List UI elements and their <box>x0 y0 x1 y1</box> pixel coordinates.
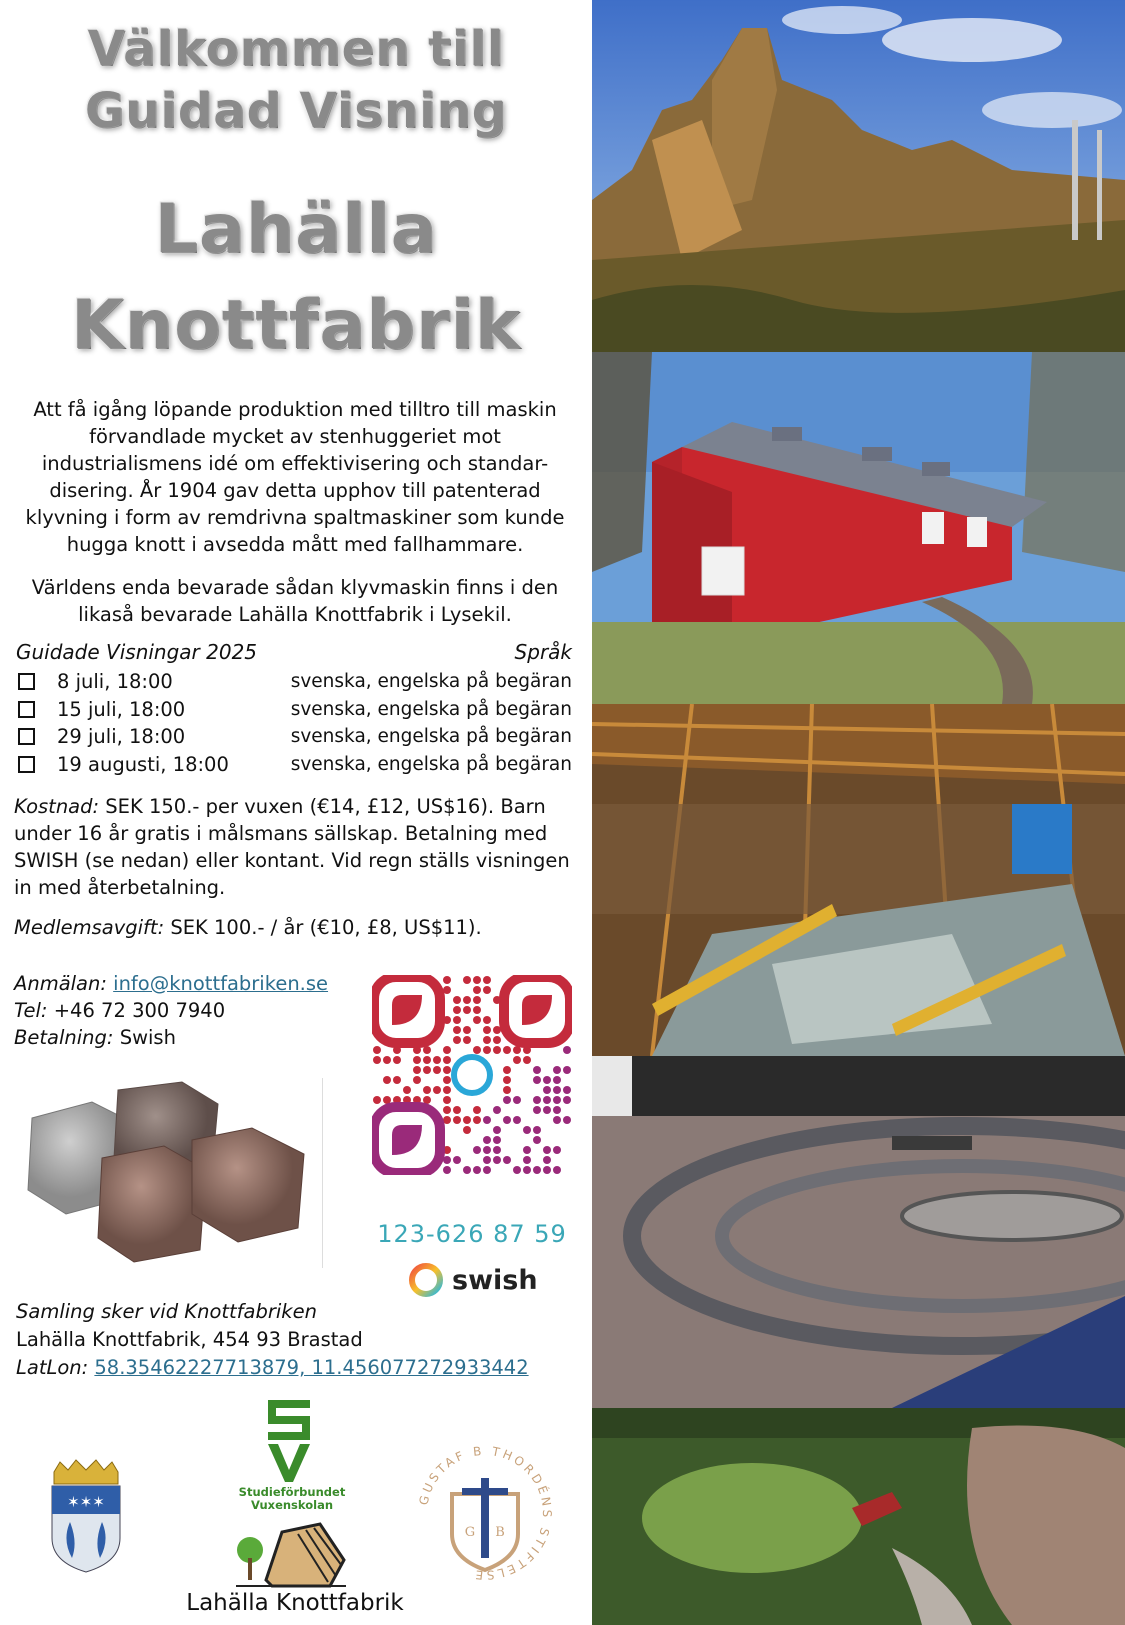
payment-method: Swish <box>119 1026 176 1049</box>
qr-dot <box>453 1006 461 1014</box>
qr-dot <box>463 1036 471 1044</box>
qr-dot <box>423 1086 431 1094</box>
qr-dot <box>493 1046 501 1054</box>
factory-title-line-1: Lahälla <box>154 190 438 269</box>
qr-dot <box>503 1066 511 1074</box>
qr-dot <box>513 1116 521 1124</box>
latlon-label: LatLon: <box>16 1356 89 1379</box>
qr-dot <box>493 1136 501 1144</box>
qr-dot <box>483 1116 491 1124</box>
qr-dot <box>463 976 471 984</box>
qr-dot <box>523 1146 531 1154</box>
qr-dot <box>553 1076 561 1084</box>
qr-dot <box>563 1096 571 1104</box>
vuxenskolan-label <box>232 1486 352 1512</box>
qr-dot <box>543 1086 551 1094</box>
qr-dot <box>443 1096 451 1104</box>
qr-dot <box>453 1106 461 1114</box>
rock-cliff-photo <box>592 0 1125 352</box>
schedule-language: svenska, engelska på begäran <box>290 726 572 748</box>
qr-dot <box>443 1056 451 1064</box>
welcome-line-2: Guidad Visning <box>84 83 508 139</box>
swish-number: 123-626 87 59 <box>377 1220 567 1248</box>
welcome-title <box>0 18 592 142</box>
meeting-address: Lahälla Knottfabrik, 454 93 Brastad <box>16 1328 363 1351</box>
qr-dot <box>393 1076 401 1084</box>
qr-dot <box>523 1126 531 1134</box>
qr-dot <box>463 1116 471 1124</box>
qr-dot <box>453 1036 461 1044</box>
svg-text:GUSTAF B THORDÉNS STIFTELSE: GUSTAF B THORDÉNS STIFTELSE <box>416 1443 555 1583</box>
schedule-row <box>16 723 572 751</box>
qr-dot <box>553 1086 561 1094</box>
qr-dot <box>533 1166 541 1174</box>
qr-dot <box>433 1086 441 1094</box>
qr-dot <box>473 996 481 1004</box>
qr-dot <box>553 1146 561 1154</box>
qr-dot <box>553 1166 561 1174</box>
qr-dot <box>553 1066 561 1074</box>
qr-dot <box>433 1066 441 1074</box>
svg-text:✶✶✶: ✶✶✶ <box>67 1493 105 1511</box>
qr-dot <box>493 1106 501 1114</box>
qr-dot <box>443 1086 451 1094</box>
qr-dot <box>503 1076 511 1084</box>
red-factory-building-photo <box>592 352 1125 704</box>
knottfabrik-logo-label: Lahälla Knottfabrik <box>186 1590 404 1616</box>
qr-dot <box>523 1156 531 1164</box>
qr-dot <box>493 1126 501 1134</box>
qr-dot <box>383 1056 391 1064</box>
qr-dot <box>373 1046 381 1054</box>
qr-dot <box>483 986 491 994</box>
qr-dot <box>503 1096 511 1104</box>
qr-dot <box>463 996 471 1004</box>
qr-dot <box>533 1126 541 1134</box>
qr-dot <box>373 1096 381 1104</box>
qr-dot <box>493 1156 501 1164</box>
latlon-link[interactable]: 58.35462227713879, 11.456077272933442 <box>94 1356 529 1379</box>
qr-dot <box>413 1056 421 1064</box>
thorden-foundation-logo-icon <box>410 1438 560 1588</box>
qr-dot <box>543 1146 551 1154</box>
schedule-date: 29 juli, 18:00 <box>57 725 186 749</box>
qr-dot <box>483 976 491 984</box>
factory-title <box>0 182 592 374</box>
swish-logo-text: swish <box>452 1264 538 1296</box>
qr-dot <box>413 1076 421 1084</box>
qr-dot <box>403 1086 411 1094</box>
vuxenskolan-logo-icon <box>262 1396 316 1484</box>
checkbox[interactable] <box>18 701 35 718</box>
meeting-info <box>16 1298 582 1382</box>
signup-label: Anmälan: <box>14 972 107 995</box>
schedule-date: 15 juli, 18:00 <box>57 697 186 721</box>
svg-text:B: B <box>495 1525 505 1540</box>
factory-title-line-2: Knottfabrik <box>70 286 522 365</box>
photo-column <box>592 0 1125 1625</box>
schedule-list <box>16 668 572 778</box>
email-link[interactable]: info@knottfabriken.se <box>113 972 329 995</box>
membership-label: Medlemsavgift: <box>14 916 165 939</box>
qr-dot <box>443 1106 451 1114</box>
qr-dot <box>453 1026 461 1034</box>
qr-dot <box>483 1136 491 1144</box>
qr-dot <box>483 1046 491 1054</box>
meeting-heading: Samling sker vid Knottfabriken <box>16 1300 317 1323</box>
qr-dot <box>553 1116 561 1124</box>
svg-text:G: G <box>464 1525 476 1540</box>
qr-dot <box>473 1046 481 1054</box>
payment-label: Betalning: <box>14 1026 114 1049</box>
qr-dot <box>503 1156 511 1164</box>
schedule-language: svenska, engelska på begäran <box>290 671 572 693</box>
cost-text: SEK 150.- per vuxen (€14, £12, US$16). Barn under 16 år gratis i målsmans sällskap. Betalning med SWISH (se nedan) eller kontant. Vid regn ställs visningen in med återbetalning. <box>14 795 570 899</box>
intro-paragraph-2: Världens enda bevarade sådan klyvmaskin finns i den likaså bevarade Lahälla Knottfabrik i Lysekil. <box>31 576 559 626</box>
qr-dot <box>543 1106 551 1114</box>
qr-dot <box>533 1066 541 1074</box>
qr-dot <box>443 1166 451 1174</box>
qr-dot <box>563 1066 571 1074</box>
qr-dot <box>483 1146 491 1154</box>
cost-label: Kostnad: <box>14 795 100 818</box>
swish-icon <box>408 1262 444 1298</box>
swish-qr-code[interactable] <box>372 975 572 1175</box>
qr-dot <box>563 1116 571 1124</box>
qr-swish-mark <box>454 1057 490 1093</box>
language-heading: Språk <box>514 640 572 664</box>
qr-dot <box>493 1146 501 1154</box>
qr-dot <box>383 1076 391 1084</box>
qr-dot <box>373 1056 381 1064</box>
phone-number: +46 72 300 7940 <box>53 999 226 1022</box>
qr-dot <box>563 1046 571 1054</box>
qr-dot <box>563 1086 571 1094</box>
cobblestone-plaza-photo <box>592 1056 1125 1408</box>
qr-dot <box>493 1036 501 1044</box>
qr-dot <box>423 1056 431 1064</box>
checkbox[interactable] <box>18 756 35 773</box>
checkbox[interactable] <box>18 673 35 690</box>
phone-label: Tel: <box>14 999 48 1022</box>
latlon-line <box>16 1354 582 1382</box>
qr-dot <box>553 1106 561 1114</box>
qr-dot <box>513 1056 521 1064</box>
qr-dot <box>543 1156 551 1164</box>
qr-dot <box>463 1166 471 1174</box>
factory-interior-photo <box>592 704 1125 1056</box>
membership-text: SEK 100.- / år (€10, £8, US$11). <box>164 916 482 939</box>
qr-dot <box>513 1096 521 1104</box>
qr-dot <box>543 1076 551 1084</box>
qr-dot <box>473 1146 481 1154</box>
schedule-heading: Guidade Visningar 2025 <box>16 640 258 664</box>
swish-logo <box>408 1262 538 1298</box>
qr-dot <box>463 1126 471 1134</box>
qr-dot <box>533 1096 541 1104</box>
qr-dot <box>523 1056 531 1064</box>
cost-info <box>14 793 580 901</box>
qr-dot <box>473 1166 481 1174</box>
granite-cubes-image <box>22 1078 318 1266</box>
schedule-row <box>16 751 572 779</box>
qr-dot <box>433 1056 441 1064</box>
aerial-quarry-photo <box>592 1408 1125 1625</box>
lysekil-coat-of-arms-icon <box>48 1458 124 1574</box>
qr-dot <box>463 1006 471 1014</box>
qr-dot <box>513 1166 521 1174</box>
vuxenskolan-line-2: Vuxenskolan <box>250 1498 334 1512</box>
qr-dot <box>533 1106 541 1114</box>
qr-dot <box>483 1026 491 1034</box>
qr-dot <box>543 1166 551 1174</box>
qr-dot <box>503 1086 511 1094</box>
qr-dot <box>473 1106 481 1114</box>
qr-dot <box>533 1076 541 1084</box>
schedule-language: svenska, engelska på begäran <box>290 698 572 720</box>
qr-dot <box>553 1096 561 1104</box>
qr-dot <box>393 1056 401 1064</box>
qr-dot <box>483 1166 491 1174</box>
schedule-header <box>16 640 572 664</box>
knottfabrik-logo-icon <box>232 1520 350 1590</box>
qr-dot <box>443 976 451 984</box>
qr-dot <box>443 1046 451 1054</box>
welcome-line-1: Välkommen till <box>87 21 505 77</box>
qr-dot <box>473 986 481 994</box>
qr-dot <box>453 996 461 1004</box>
checkbox[interactable] <box>18 728 35 745</box>
divider <box>322 1078 323 1268</box>
qr-finder-inner <box>522 995 552 1025</box>
qr-dot <box>483 1016 491 1024</box>
qr-dot <box>523 1166 531 1174</box>
schedule-row <box>16 696 572 724</box>
vuxenskolan-line-1: Studieförbundet <box>238 1485 346 1499</box>
qr-dot <box>473 1116 481 1124</box>
qr-dot <box>423 1066 431 1074</box>
qr-dot <box>543 1096 551 1104</box>
schedule-row <box>16 668 572 696</box>
qr-finder-inner <box>392 995 422 1025</box>
schedule-date: 8 juli, 18:00 <box>57 670 173 694</box>
qr-dot <box>483 1156 491 1164</box>
qr-dot <box>503 1046 511 1054</box>
qr-dot <box>453 1016 461 1024</box>
membership-info <box>14 914 580 941</box>
qr-dot <box>483 1036 491 1044</box>
qr-dot <box>413 1066 421 1074</box>
qr-dot <box>453 1116 461 1124</box>
intro-paragraph-1: Att få igång löpande produktion med tilltro till maskin förvandlade mycket av stenhuggeriet mot industrialismens idé om effektivisering och standar-disering. År 1904 gav detta upphov till patenterad klyvning i form av remdrivna spaltmaskiner som kunde hugga knott i avsedda mått med fallhammare. <box>25 398 565 556</box>
qr-dot <box>453 1156 461 1164</box>
schedule-date: 19 augusti, 18:00 <box>57 752 229 776</box>
qr-dot <box>473 1016 481 1024</box>
qr-dot <box>503 1116 511 1124</box>
qr-dot <box>463 1026 471 1034</box>
qr-dot <box>533 1136 541 1144</box>
qr-dot <box>443 1076 451 1084</box>
schedule-language: svenska, engelska på begäran <box>290 753 572 775</box>
qr-finder-inner <box>392 1125 422 1155</box>
qr-dot <box>443 1066 451 1074</box>
qr-dot <box>473 976 481 984</box>
qr-dot <box>473 1006 481 1014</box>
